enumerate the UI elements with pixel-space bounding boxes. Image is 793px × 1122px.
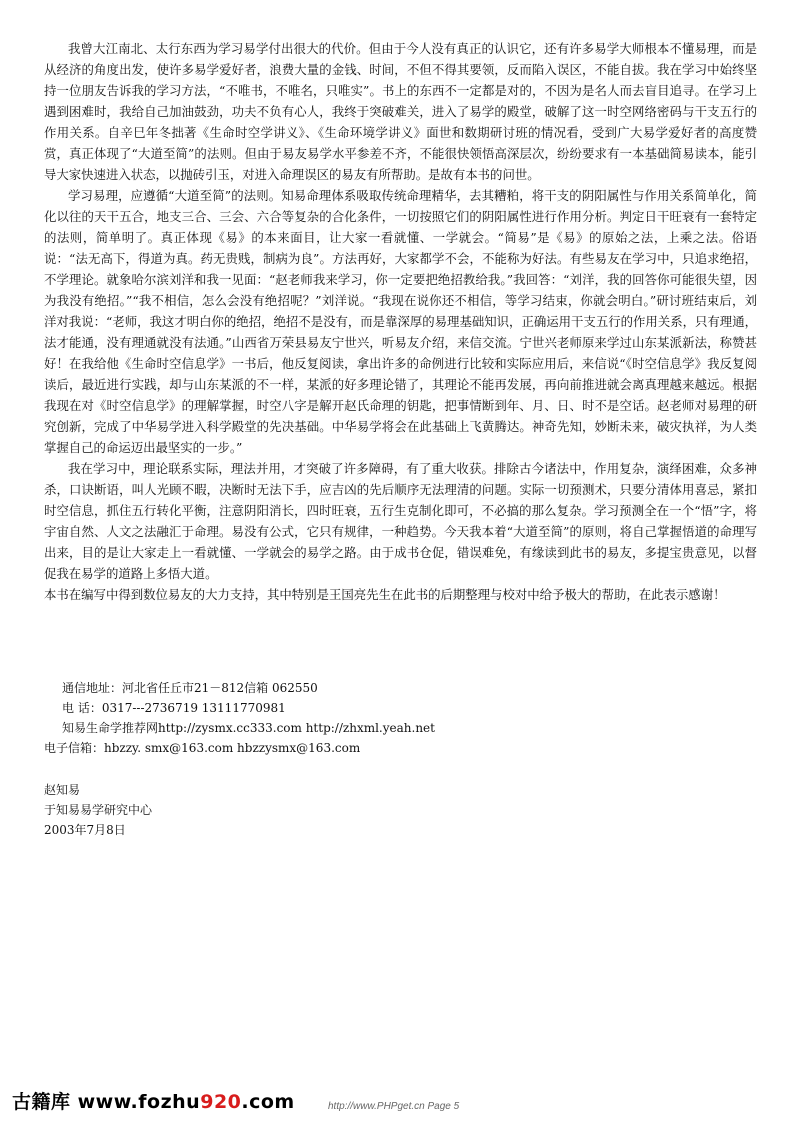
contact-phone: 电 话：0317---2736719 13111770981: [62, 701, 286, 715]
footer-page-label: http://www.PHPget.cn Page 5: [328, 1101, 460, 1112]
document-body: [44, 38, 757, 605]
paragraph-3: 我在学习中，理论联系实际，理法并用，才突破了许多障碍，有了重大收获。排除古今诸法中，作用复杂，演绎困难，众多神杀，口诀断语，叫人光顾不暇，决断时无法下手，应吉凶的先后顺序无法理清的问题。实际一切预测术，只要分清体用喜忌，紧扣时空信息，抓住五行转化平衡，注意阴阳消长，四时旺衰，五行生克制化即可，不必搞的那么复杂。学习预测全在一个“悟”字，将宇宙自然、人文之法融汇于命理。易没有公式，它只有规律，一种趋势。今天我本着“大道至简”的原则，将自己掌握悟道的命理写出来，目的是让大家走上一看就懂、一学就会的易学之路。由于成书仓促，错误难免，有缘读到此书的易友，多提宝贵意见，以督促我在易学的道路上多悟大道。: [44, 461, 757, 581]
footer-logo: [12, 1087, 295, 1114]
signature-block: [44, 780, 152, 840]
paragraph-4: 本书在编写中得到数位易友的大力支持，其中特别是王国亮先生在此书的后期整理与校对中给予极大的帮助，在此表示感谢！: [44, 587, 726, 602]
signature-place: 于知易易学研究中心: [44, 803, 153, 817]
contact-address: 通信地址：河北省任丘市21－812信箱 062550: [62, 681, 318, 695]
contact-block: [44, 678, 644, 758]
footer-logo-accent: 920: [200, 1091, 242, 1113]
contact-website: 知易生命学推荐网http://zysmx.cc333.com http://zhxml.yeah.net: [62, 721, 435, 735]
footer-logo-suffix: .com: [241, 1091, 295, 1113]
signature-author: 赵知易: [44, 783, 81, 797]
footer-logo-text: 古籍库 www.fozhu: [12, 1091, 201, 1113]
signature-date: 2003年7月8日: [44, 823, 126, 837]
paragraph-1: 我曾大江南北、太行东西为学习易学付出很大的代价。但由于今人没有真正的认识它，还有许多易学大师根本不懂易理，而是从经济的角度出发，使许多易学爱好者，浪费大量的金钱、时间，不但不得其要领，反而陷入误区，不能自拔。我在学习中始终坚持一位朋友告诉我的学习方法，“不唯书，不唯名，只唯实”。书上的东西不一定都是对的，不因为是名人而去盲目追寻。在学习上遇到困难时，我给自己加油鼓劲，功夫不负有心人，我终于突破难关，进入了易学的殿堂，破解了这一时空网络密码与干支五行的作用关系。自辛巳年冬拙著《生命时空学讲义》、《生命环境学讲义》面世和数期研讨班的情况看，受到广大易学爱好者的高度赞赏，真正体现了“大道至简”的法则。但由于易友易学水平参差不齐，不能很快领悟高深层次，纷纷要求有一本基础简易读本，能引导大家快速进入状态，以抛砖引玉，对进入命理误区的易友有所帮助。是故有本书的问世。: [44, 41, 757, 182]
contact-email: 电子信箱：hbzzy. smx@163.com hbzzysmx@163.com: [44, 741, 361, 755]
paragraph-2: 学习易理，应遵循“大道至简”的法则。知易命理体系吸取传统命理精华，去其糟粕，将干支的阴阳属性与作用关系简单化，简化以往的天干五合，地支三合、三会、六合等复杂的合化条件，一切按照它们的阴阳属性进行作用分析。判定日干旺衰有一套特定的法则，简单明了。真正体现《易》的本来面目，让大家一看就懂、一学就会。“简易”是《易》的原始之法，上乘之法。俗语说：“法无高下，得道为真。药无贵贱，制病为良”。方法再好，大家都学不会，不能称为好法。有些易友在学习中，只追求绝招，不学理论。就象哈尔滨刘洋和我一见面：“赵老师我来学习，你一定要把绝招教给我。”我回答：“刘洋，我的回答你可能很失望，因为我没有绝招。”“我不相信，怎么会没有绝招呢？”刘洋说。“我现在说你还不相信，等学习结束，你就会明白。”研讨班结束后，刘洋对我说：“老师，我这才明白你的绝招，绝招不是没有，而是靠深厚的易理基础知识，正确运用干支五行的作用关系，只有理通，法才能通，没有理通就没有法通。”山西省万荣县易友宁世兴，听易友介绍，来信交流。宁世兴老师原来学过山东某派新法，称赞甚好！在我给他《生命时空信息学》一书后，他反复阅读，拿出许多的命例进行比较和实际应用后，来信说“《时空信息学》我反复阅读后，最近进行实践，却与山东某派的不一样，某派的好多理论错了，其理论不能再发展，再向前推进就会离真理越来越远。根据我现在对《时空信息学》的理解掌握，时空八字是解开赵氏命理的钥匙，把事情断到年、月、日、时不是空话。赵老师对易理的研究创新，完成了中华易学进入科学殿堂的先决基础。中华易学将会在此基础上飞黄腾达。神奇先知，妙断未来，破灾执祥，为人类掌握自己的命运迈出最坚实的一步。”: [44, 188, 757, 455]
